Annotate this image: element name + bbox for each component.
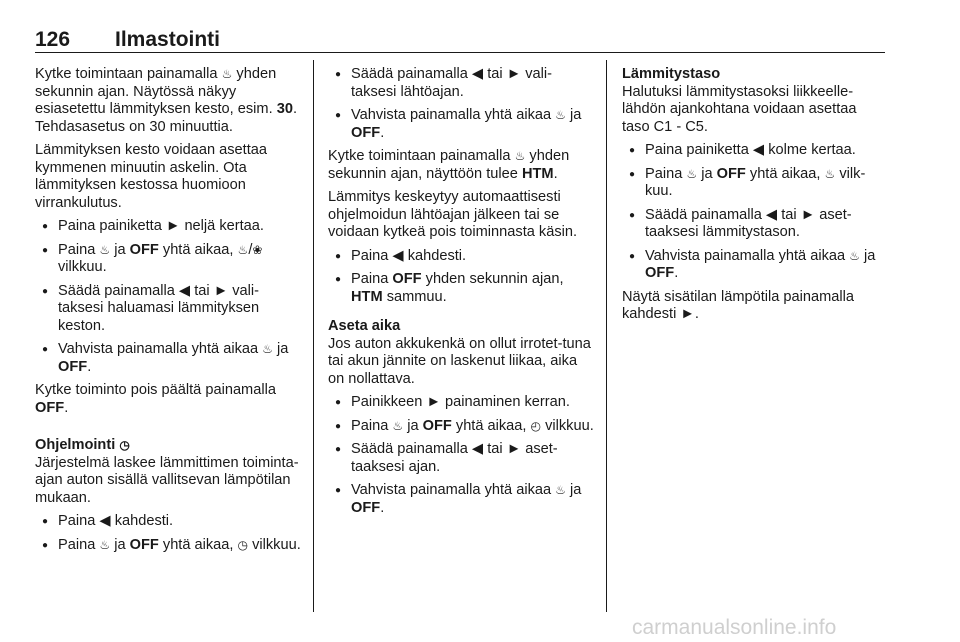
bullet-list-set-time — [328, 394, 594, 517]
list-item: ● Vahvista painamalla yhtä aikaa ♨ ja OFF. — [328, 107, 594, 142]
paragraph-activate: Kytke toimintaan painamalla ♨ yhden sekunnin ajan. Näytössä näkyy esiasetettu lämmityksen kesto, esim. 30. Tehdasasetus on 30 minuuttia. — [35, 66, 297, 135]
page-header — [35, 28, 885, 52]
arrow-right-icon: ► — [680, 306, 695, 322]
paragraph-show-temperature: Näytä sisätilan lämpötila painamalla kahdesti ►. — [622, 288, 854, 322]
list-item: ● Säädä painamalla ◀ tai ► vali-taksesi haluamasi lämmityksen keston. — [35, 283, 301, 336]
heater-icon: ♨ — [99, 242, 111, 257]
list-item: ● Paina ♨ ja OFF yhtä aikaa, ◴ vilkkuu. — [328, 418, 594, 436]
paragraph-set-time: Jos auton akkukenkä on ollut irrotet-tuna tai akun jännite on laskenut liikaa, aika on nollattava. — [328, 335, 591, 387]
page-number: 126 — [35, 28, 71, 51]
list-item: ● Säädä painamalla ◀ tai ► aset-taaksesi ajan. — [328, 441, 594, 476]
list-item: ● Paina ♨ ja OFF yhtä aikaa, ♨/❀ vilkkuu. — [35, 242, 301, 277]
arrow-left-icon: ◀ — [178, 282, 191, 299]
arrow-right-icon: ► — [426, 394, 441, 410]
fan-icon: ❀ — [252, 242, 263, 257]
heading-programming: Ohjelmointi ◷ — [35, 437, 130, 453]
spacer — [35, 423, 301, 437]
column-2 — [328, 66, 594, 523]
heading-heat-level: Lämmitystaso — [622, 66, 721, 82]
heater-icon: ♨ — [686, 166, 698, 181]
paragraph-activate-htm: Kytke toimintaan painamalla ♨ yhden sekunnin ajan, näyttöön tulee HTM. — [328, 148, 570, 182]
bullet-list-heat-level — [622, 142, 888, 283]
paragraph-duration: Lämmityksen kesto voidaan asettaa kymmenen minuutin askelin. Ota lämmityksen kestossa huomioon virrankulutus. — [35, 142, 268, 211]
list-item: ● Paina ♨ ja OFF yhtä aikaa, ◷ vilkkuu. — [35, 537, 301, 555]
list-item: ● Paina painiketta ◀ kolme kertaa. — [622, 142, 888, 160]
heater-icon: ♨ — [555, 108, 566, 122]
list-item: ● Paina ◀ kahdesti. — [328, 248, 594, 266]
timer-icon: ◷ — [119, 438, 130, 452]
column-divider-2 — [606, 60, 607, 612]
arrow-left-icon: ◀ — [752, 142, 765, 158]
column-3 — [622, 66, 888, 330]
list-item: ● Vahvista painamalla yhtä aikaa ♨ ja OFF. — [328, 482, 594, 517]
clock-icon: ◴ — [530, 418, 542, 433]
list-item: ● Paina OFF yhden sekunnin ajan, HTM sammuu. — [328, 271, 594, 306]
paragraph-turn-off: Kytke toiminto pois päältä painamalla OFF. — [35, 382, 276, 416]
heading-set-time: Aseta aika — [328, 318, 401, 334]
list-item: ● Vahvista painamalla yhtä aikaa ♨ ja OFF. — [35, 341, 301, 376]
list-item: ● Vahvista painamalla yhtä aikaa ♨ ja OFF. — [622, 248, 888, 283]
column-1 — [35, 66, 301, 560]
paragraph-heat-level: Halutuksi lämmitystasoksi liikkeelle-lähdön ajankohtana voidaan asettaa taso C1 - C5. — [622, 83, 857, 135]
arrow-right-icon: ► — [800, 206, 816, 223]
bullet-list-interrupt — [328, 248, 594, 307]
list-item: ● Paina ◀ kahdesti. — [35, 513, 301, 531]
heater-icon: ♨ — [849, 248, 860, 263]
heater-icon: ♨ — [392, 418, 404, 433]
header-divider — [35, 52, 885, 53]
list-item: ● Painikkeen ► painaminen kerran. — [328, 394, 594, 412]
arrow-right-icon: ► — [506, 441, 522, 457]
heater-icon: ♨ — [221, 67, 233, 81]
arrow-left-icon: ◀ — [392, 247, 404, 264]
list-item: ● Säädä painamalla ◀ tai ► aset-taaksesi lämmitystason. — [622, 207, 888, 242]
list-item: ● Paina painiketta ► neljä kertaa. — [35, 218, 301, 236]
bullet-list-programming — [35, 513, 301, 554]
heater-icon: ♨ — [99, 537, 111, 552]
column-divider-1 — [313, 60, 314, 612]
page-title: Ilmastointi — [115, 28, 221, 51]
heater-icon: ♨ — [262, 342, 273, 356]
bullet-list-duration — [35, 218, 301, 376]
bullet-list-departure — [328, 66, 594, 142]
arrow-left-icon: ◀ — [99, 513, 111, 529]
arrow-left-icon: ◀ — [471, 66, 484, 82]
heater-icon: ♨ — [237, 242, 249, 257]
arrow-left-icon: ◀ — [765, 206, 778, 223]
list-item: ● Säädä painamalla ◀ tai ► vali-taksesi lähtöajan. — [328, 66, 594, 101]
arrow-right-icon: ► — [165, 218, 181, 234]
arrow-right-icon: ► — [213, 282, 229, 299]
heater-icon: ♨ — [824, 166, 836, 181]
timer-icon: ◷ — [237, 537, 249, 552]
heater-icon: ♨ — [555, 483, 566, 497]
arrow-right-icon: ► — [506, 66, 522, 82]
heater-icon: ♨ — [514, 149, 526, 163]
paragraph-interrupt: Lämmitys keskeytyy automaattisesti ohjelmoidun lähtöajan jälkeen tai se voidaan kytkeä pois toiminnasta käsin. — [328, 189, 578, 240]
paragraph-programming: Järjestelmä laskee lämmittimen toiminta-ajan auton sisällä vallitsevan lämpötilan mukaan. — [35, 454, 299, 506]
footer-watermark: carmanualsonline.info — [632, 616, 837, 639]
arrow-left-icon: ◀ — [471, 441, 484, 457]
list-item: ● Paina ♨ ja OFF yhtä aikaa, ♨ vilk-kuu. — [622, 166, 888, 201]
